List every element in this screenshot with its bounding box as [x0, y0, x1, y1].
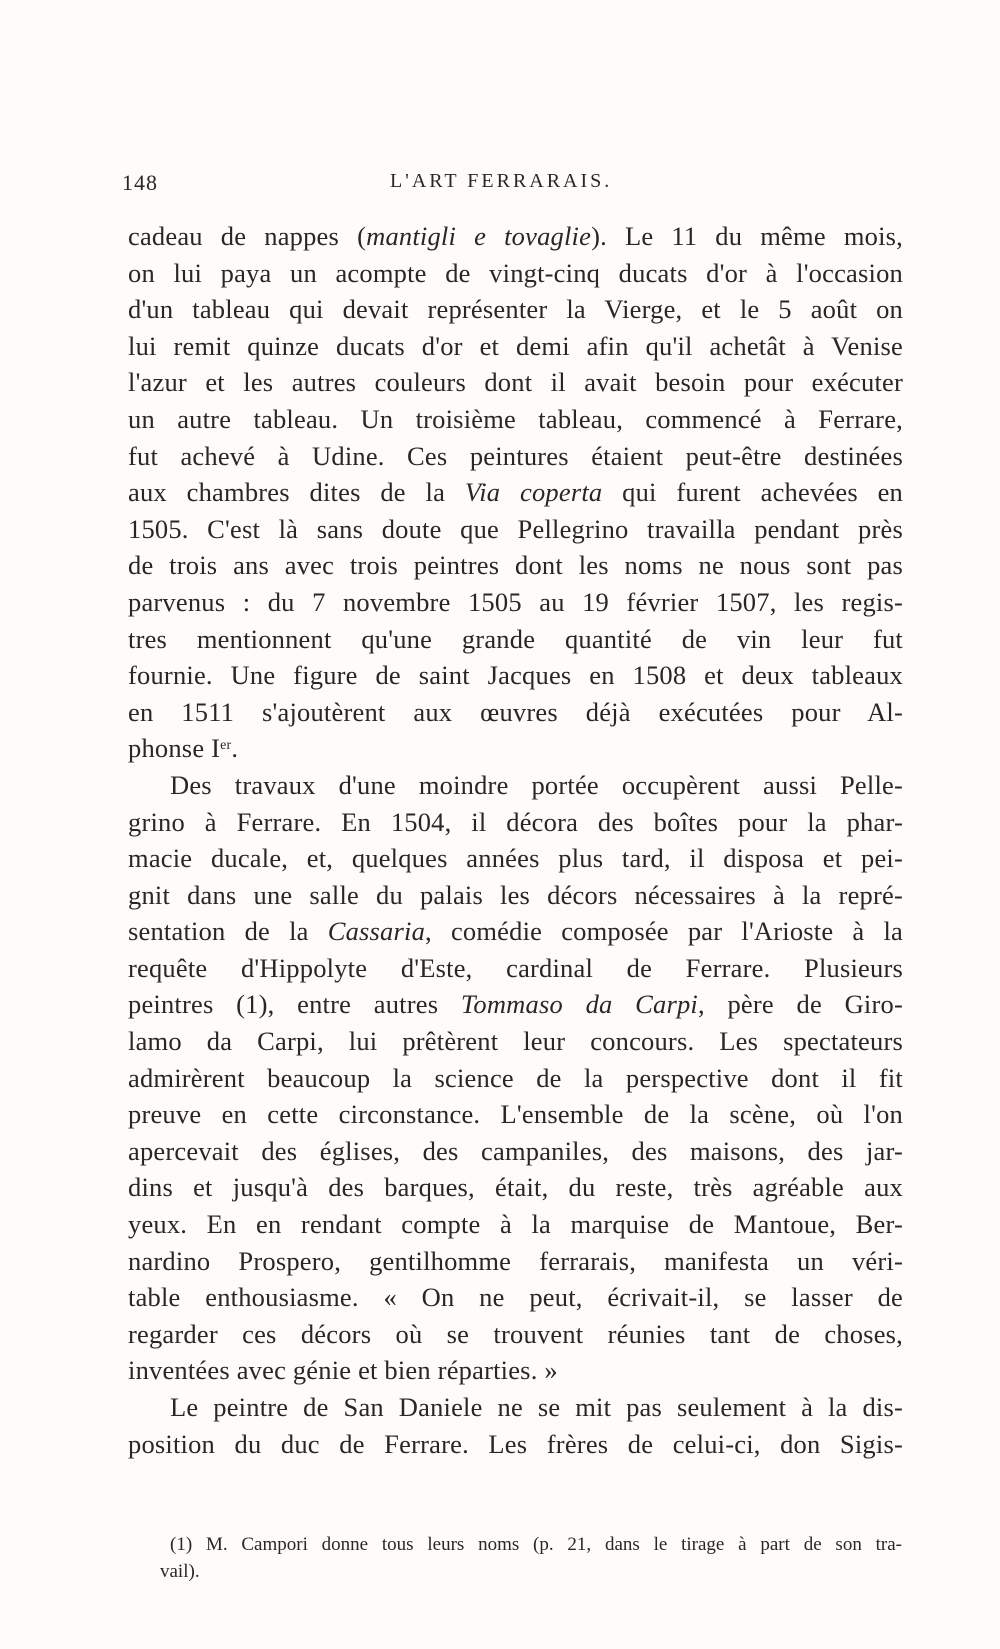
text-line: lamo da Carpi, lui prêtèrent leur concours. Les spectateurs [128, 1026, 903, 1057]
text-line: aux chambres dites de la Via coperta qui furent achevées en [128, 477, 904, 508]
text-line: admirèrent beaucoup la science de la perspective dont il fit [128, 1062, 903, 1093]
paragraph-start-line: Des travaux d'une moindre portée occupèrent aussi Pelle- [170, 769, 903, 800]
text-line: parvenus : du 7 novembre 1505 au 19 février 1507, les regis- [128, 586, 903, 617]
text-line: apercevait des églises, des campaniles, des maisons, des jar- [128, 1135, 903, 1166]
page-header [122, 170, 902, 202]
text-line: phonse Ier. [128, 733, 239, 764]
text-line: cadeau de nappes (mantigli e tovaglie). Le 11 du même mois, [128, 221, 904, 251]
text-line: 1505. C'est là sans doute que Pellegrino travailla pendant près [128, 513, 903, 544]
footnote-line: (1) M. Campori donne tous leurs noms (p. 21, dans le tirage à part de son tra- [170, 1534, 902, 1555]
text-line: d'un tableau qui devait représenter la Vierge, et le 5 août on [128, 294, 903, 325]
text-line: peintres (1), entre autres Tommaso da Carpi, père de Giro- [128, 989, 903, 1020]
text-line: de trois ans avec trois peintres dont les noms ne nous sont pas [128, 550, 903, 581]
text-line: yeux. En en rendant compte à la marquise de Mantoue, Ber- [128, 1209, 903, 1240]
text-line: fut achevé à Udine. Ces peintures étaient peut-être destinées [128, 440, 903, 471]
text-line: macie ducale, et, quelques années plus tard, il disposa et pei- [128, 843, 903, 874]
text-line: grino à Ferrare. En 1504, il décora des boîtes pour la phar- [128, 806, 903, 837]
text-line: requête d'Hippolyte d'Este, cardinal de Ferrare. Plusieurs [128, 952, 903, 983]
text-line: tres mentionnent qu'une grande quantité de vin leur fut [128, 623, 903, 654]
body-text [128, 218, 903, 1462]
text-line: preuve en cette circonstance. L'ensemble de la scène, où l'on [128, 1099, 903, 1130]
text-line: fournie. Une figure de saint Jacques en 1508 et deux tableaux [128, 660, 903, 691]
text-line: lui remit quinze ducats d'or et demi afin qu'il achetât à Venise [128, 330, 903, 361]
text-line: sentation de la Cassaria, comédie composée par l'Arioste à la [128, 916, 904, 947]
paragraph-start-line: Le peintre de San Daniele ne se mit pas seulement à la dis- [170, 1392, 903, 1422]
footnote [140, 1531, 902, 1585]
text-line: nardino Prospero, gentilhomme ferrarais, manifesta un véri- [128, 1245, 903, 1276]
footnote-line: vail). [160, 1561, 200, 1582]
text-line: on lui paya un acompte de vingt-cinq ducats d'or à l'occasion [128, 257, 903, 288]
text-line: gnit dans une salle du palais les décors nécessaires à la repré- [128, 879, 903, 910]
text-line: inventées avec génie et bien réparties. » [128, 1355, 558, 1386]
running-title: L'ART FERRARAIS. [390, 170, 613, 192]
page-number: 148 [122, 170, 158, 195]
text-line: l'azur et les autres couleurs dont il avait besoin pour exécuter [128, 367, 903, 398]
text-line: position du duc de Ferrare. Les frères de celui-ci, don Sigis- [128, 1428, 903, 1459]
text-line: un autre tableau. Un troisième tableau, commencé à Ferrare, [128, 403, 903, 434]
text-line: en 1511 s'ajoutèrent aux œuvres déjà exécutées pour Al- [128, 696, 903, 727]
text-line: table enthousiasme. « On ne peut, écrivait-il, se lasser de [128, 1282, 903, 1313]
text-line: regarder ces décors où se trouvent réunies tant de choses, [128, 1318, 903, 1349]
text-line: dins et jusqu'à des barques, était, du reste, très agréable aux [128, 1172, 903, 1203]
